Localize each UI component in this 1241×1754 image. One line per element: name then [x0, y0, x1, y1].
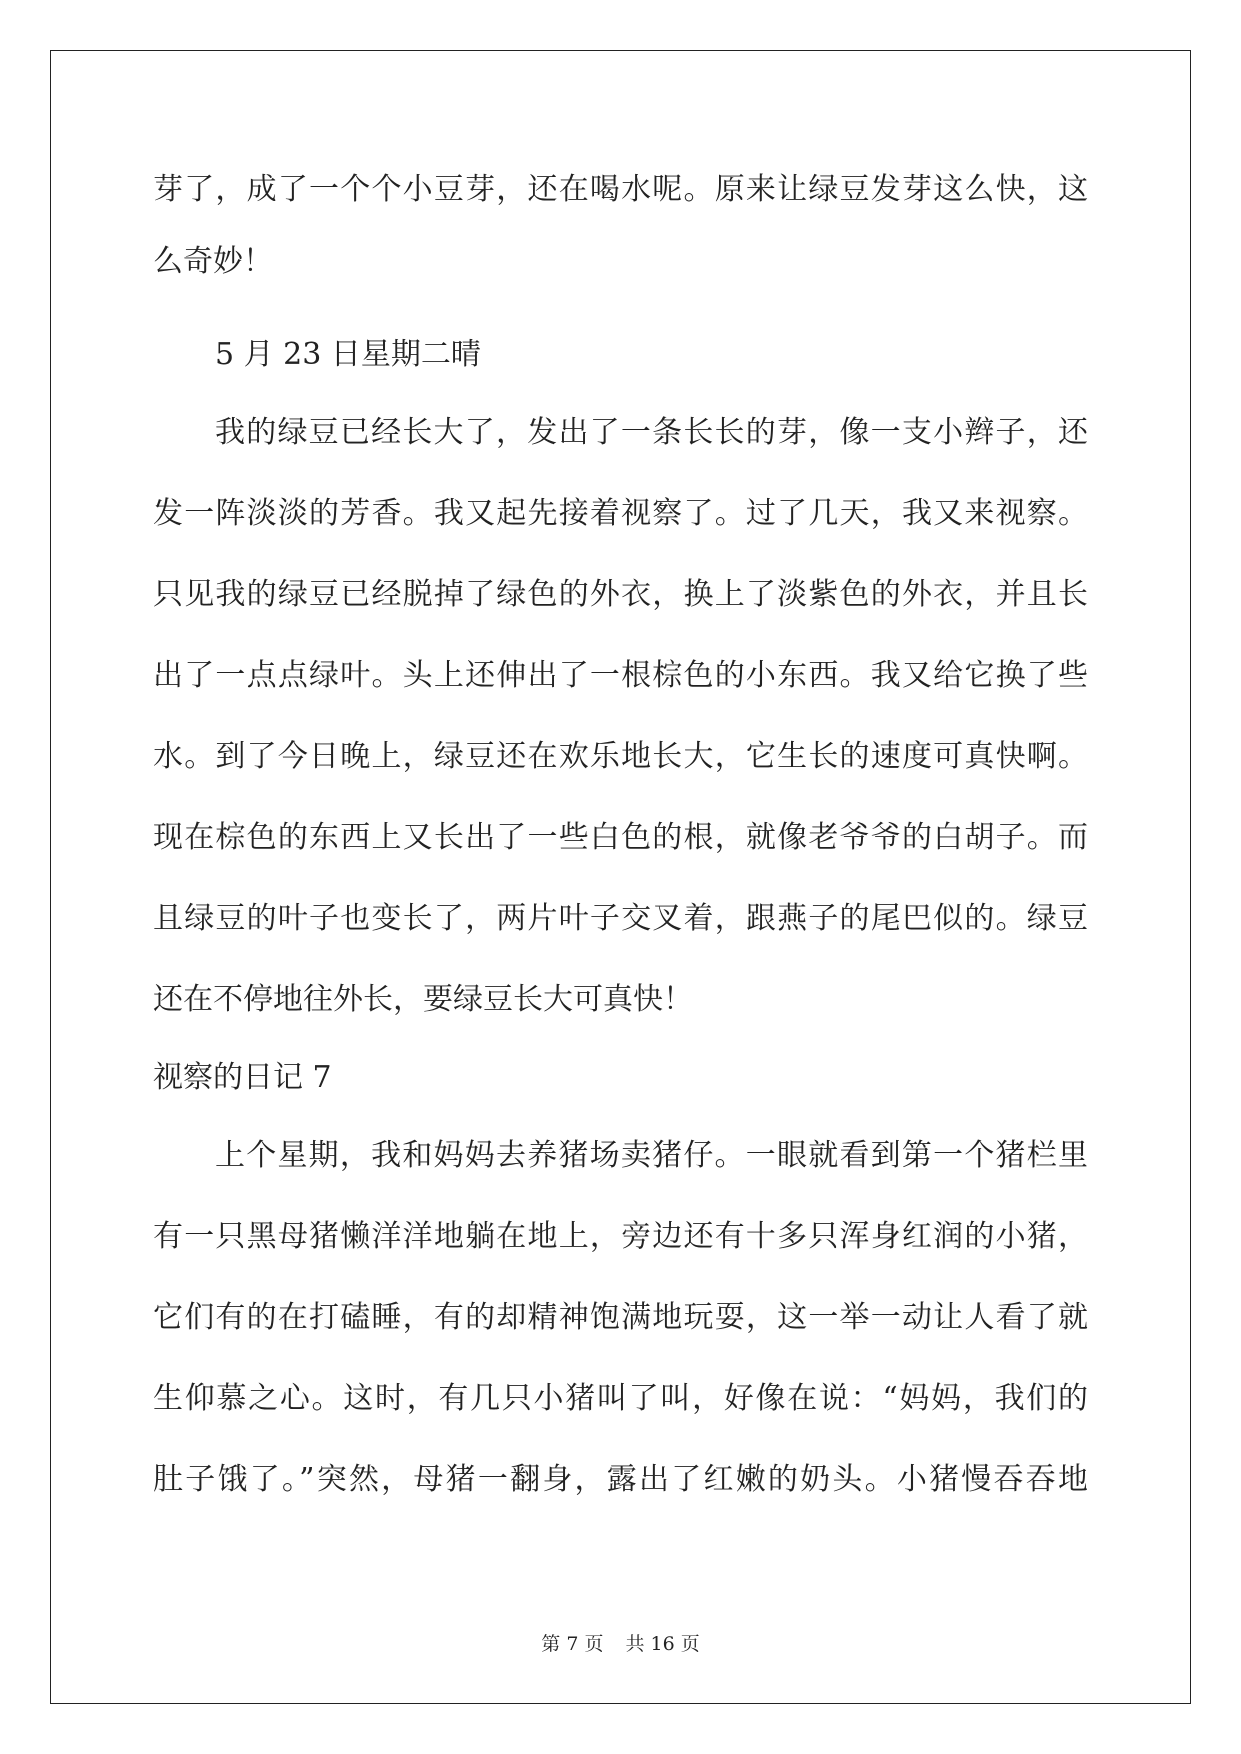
page-number: 第 7 页 — [541, 1633, 604, 1655]
text-line: 我的绿豆已经长大了，发出了一条长长的芽，像一支小辫子，还 — [215, 415, 1088, 450]
text-line: 肚子饿了。”突然，母猪一翻身，露出了红嫩的奶头。小猪慢吞吞地 — [153, 1462, 1088, 1497]
section-title: 视察的日记 7 — [153, 1060, 332, 1095]
text-line: 生仰慕之心。这时，有几只小猪叫了叫，好像在说：“妈妈，我们的 — [153, 1381, 1088, 1416]
text-line: 芽了，成了一个个小豆芽，还在喝水呢。原来让绿豆发芽这么快，这 — [153, 172, 1088, 207]
text-line: 么奇妙！ — [153, 244, 273, 279]
text-line: 它们有的在打磕睡，有的却精神饱满地玩耍，这一举一动让人看了就 — [153, 1300, 1088, 1335]
text-line: 出了一点点绿叶。头上还伸出了一根棕色的小东西。我又给它换了些 — [153, 658, 1088, 693]
page-footer — [0, 1629, 1241, 1656]
date-heading: 5 月 23 日星期二晴 — [215, 337, 481, 372]
page-total: 共 16 页 — [625, 1633, 700, 1655]
text-line: 现在棕色的东西上又长出了一些白色的根，就像老爷爷的白胡子。而 — [153, 820, 1088, 855]
text-line: 水。到了今日晚上，绿豆还在欢乐地长大，它生长的速度可真快啊。 — [153, 739, 1088, 774]
text-line: 发一阵淡淡的芳香。我又起先接着视察了。过了几天，我又来视察。 — [153, 496, 1088, 531]
text-line: 还在不停地往外长，要绿豆长大可真快！ — [153, 982, 693, 1017]
text-line: 上个星期，我和妈妈去养猪场卖猪仔。一眼就看到第一个猪栏里 — [215, 1138, 1088, 1173]
page-border — [50, 50, 1191, 1704]
text-line: 有一只黑母猪懒洋洋地躺在地上，旁边还有十多只浑身红润的小猪， — [153, 1219, 1088, 1254]
text-line: 且绿豆的叶子也变长了，两片叶子交叉着，跟燕子的尾巴似的。绿豆 — [153, 901, 1088, 936]
text-line: 只见我的绿豆已经脱掉了绿色的外衣，换上了淡紫色的外衣，并且长 — [153, 577, 1088, 612]
